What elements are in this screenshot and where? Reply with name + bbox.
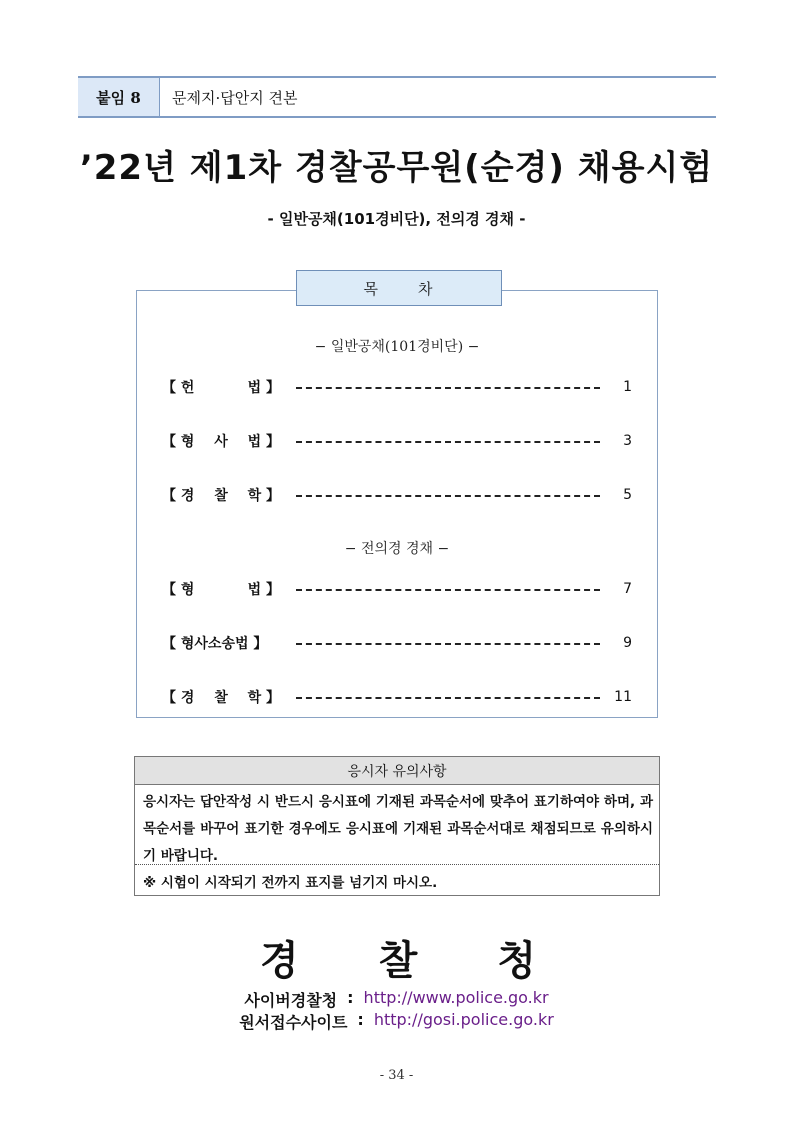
toc-item bbox=[162, 631, 632, 655]
toc-subject bbox=[162, 687, 280, 707]
toc-leader bbox=[296, 387, 600, 389]
exam-subtitle: - 일반공채(101경비단), 전의경 경채 - bbox=[267, 210, 526, 228]
toc-subject-part: 【 헌 bbox=[162, 380, 195, 396]
attachment-header bbox=[78, 76, 716, 118]
toc-leader bbox=[296, 441, 600, 443]
attachment-tag: 붙임 8 bbox=[78, 78, 160, 116]
toc-subject bbox=[162, 431, 280, 451]
site-row bbox=[0, 988, 793, 1011]
toc-subject-part: 법 】 bbox=[247, 380, 280, 396]
toc-page-number: 7 bbox=[623, 581, 632, 597]
toc-heading-char: 차 bbox=[418, 279, 435, 298]
toc-leader bbox=[296, 697, 600, 699]
toc-heading bbox=[296, 270, 502, 306]
toc-page-number: 1 bbox=[623, 379, 632, 395]
exam-title: ’22년 제1차 경찰공무원(순경) 채용시험 bbox=[79, 148, 714, 188]
toc-page-number: 5 bbox=[623, 487, 632, 503]
toc-heading-char: 목 bbox=[363, 279, 380, 298]
toc-subject-part: 학 】 bbox=[247, 690, 280, 706]
site-separator: : bbox=[357, 1010, 364, 1029]
toc-subject-part: 찰 bbox=[214, 690, 228, 706]
toc-section-label: − 전의경 경채 − bbox=[344, 541, 450, 557]
agency-name-char: 경 bbox=[260, 937, 299, 984]
toc-item bbox=[162, 577, 632, 601]
attachment-title: 문제지·답안지 견본 bbox=[172, 88, 298, 107]
site-row bbox=[0, 1010, 793, 1033]
toc-section-label: − 일반공채(101경비단) − bbox=[314, 339, 480, 355]
page-number: - 34 - bbox=[379, 1068, 414, 1083]
notice-box bbox=[134, 756, 660, 896]
site-link[interactable]: http://www.police.go.kr bbox=[363, 988, 549, 1007]
toc-subject-part: 법 】 bbox=[247, 582, 280, 598]
toc-page-number: 9 bbox=[623, 635, 632, 651]
toc-subject-part: 【 형 bbox=[162, 582, 195, 598]
toc-subject bbox=[162, 377, 280, 397]
toc-subject-part: 학 】 bbox=[247, 488, 280, 504]
toc-leader bbox=[296, 643, 600, 645]
toc-subject-part: 사 bbox=[214, 434, 228, 450]
notice-warning: ※ 시험이 시작되기 전까지 표지를 넘기지 마시오. bbox=[143, 875, 438, 891]
toc-subject-part: 찰 bbox=[214, 488, 228, 504]
toc-subject bbox=[162, 633, 280, 653]
toc-subject-part: 법 】 bbox=[247, 434, 280, 450]
toc-subject-part: 【 경 bbox=[162, 690, 195, 706]
toc-subject-part: 【 형사소송법 】 bbox=[162, 636, 268, 652]
toc-item bbox=[162, 483, 632, 507]
toc-leader bbox=[296, 589, 600, 591]
toc-item bbox=[162, 685, 632, 709]
toc-item bbox=[162, 375, 632, 399]
site-label: 원서접수사이트 bbox=[239, 1013, 348, 1032]
toc-subject-part: 【 형 bbox=[162, 434, 195, 450]
toc-subject bbox=[162, 579, 280, 599]
toc-item bbox=[162, 429, 632, 453]
agency-name-char: 찰 bbox=[378, 937, 418, 984]
site-separator: : bbox=[347, 988, 354, 1007]
toc-leader bbox=[296, 495, 600, 497]
notice-body: 응시자는 답안작성 시 반드시 응시표에 기재된 과목순서에 맞추어 표기하여야 하며, 과목순서를 바꾸어 표기한 경우에도 응시표에 기재된 과목순서대로 채점되므로 유의하시기 바랍니다. bbox=[135, 785, 659, 865]
toc-page-number: 11 bbox=[614, 689, 632, 705]
toc-subject-part: 【 경 bbox=[162, 488, 195, 504]
toc-page-number: 3 bbox=[623, 433, 632, 449]
toc-subject bbox=[162, 485, 280, 505]
site-link[interactable]: http://gosi.police.go.kr bbox=[373, 1010, 554, 1029]
agency-name bbox=[260, 930, 536, 984]
agency-name-char: 청 bbox=[497, 937, 536, 984]
site-label: 사이버경찰청 bbox=[244, 991, 338, 1010]
notice-heading: 응시자 유의사항 bbox=[135, 757, 659, 785]
